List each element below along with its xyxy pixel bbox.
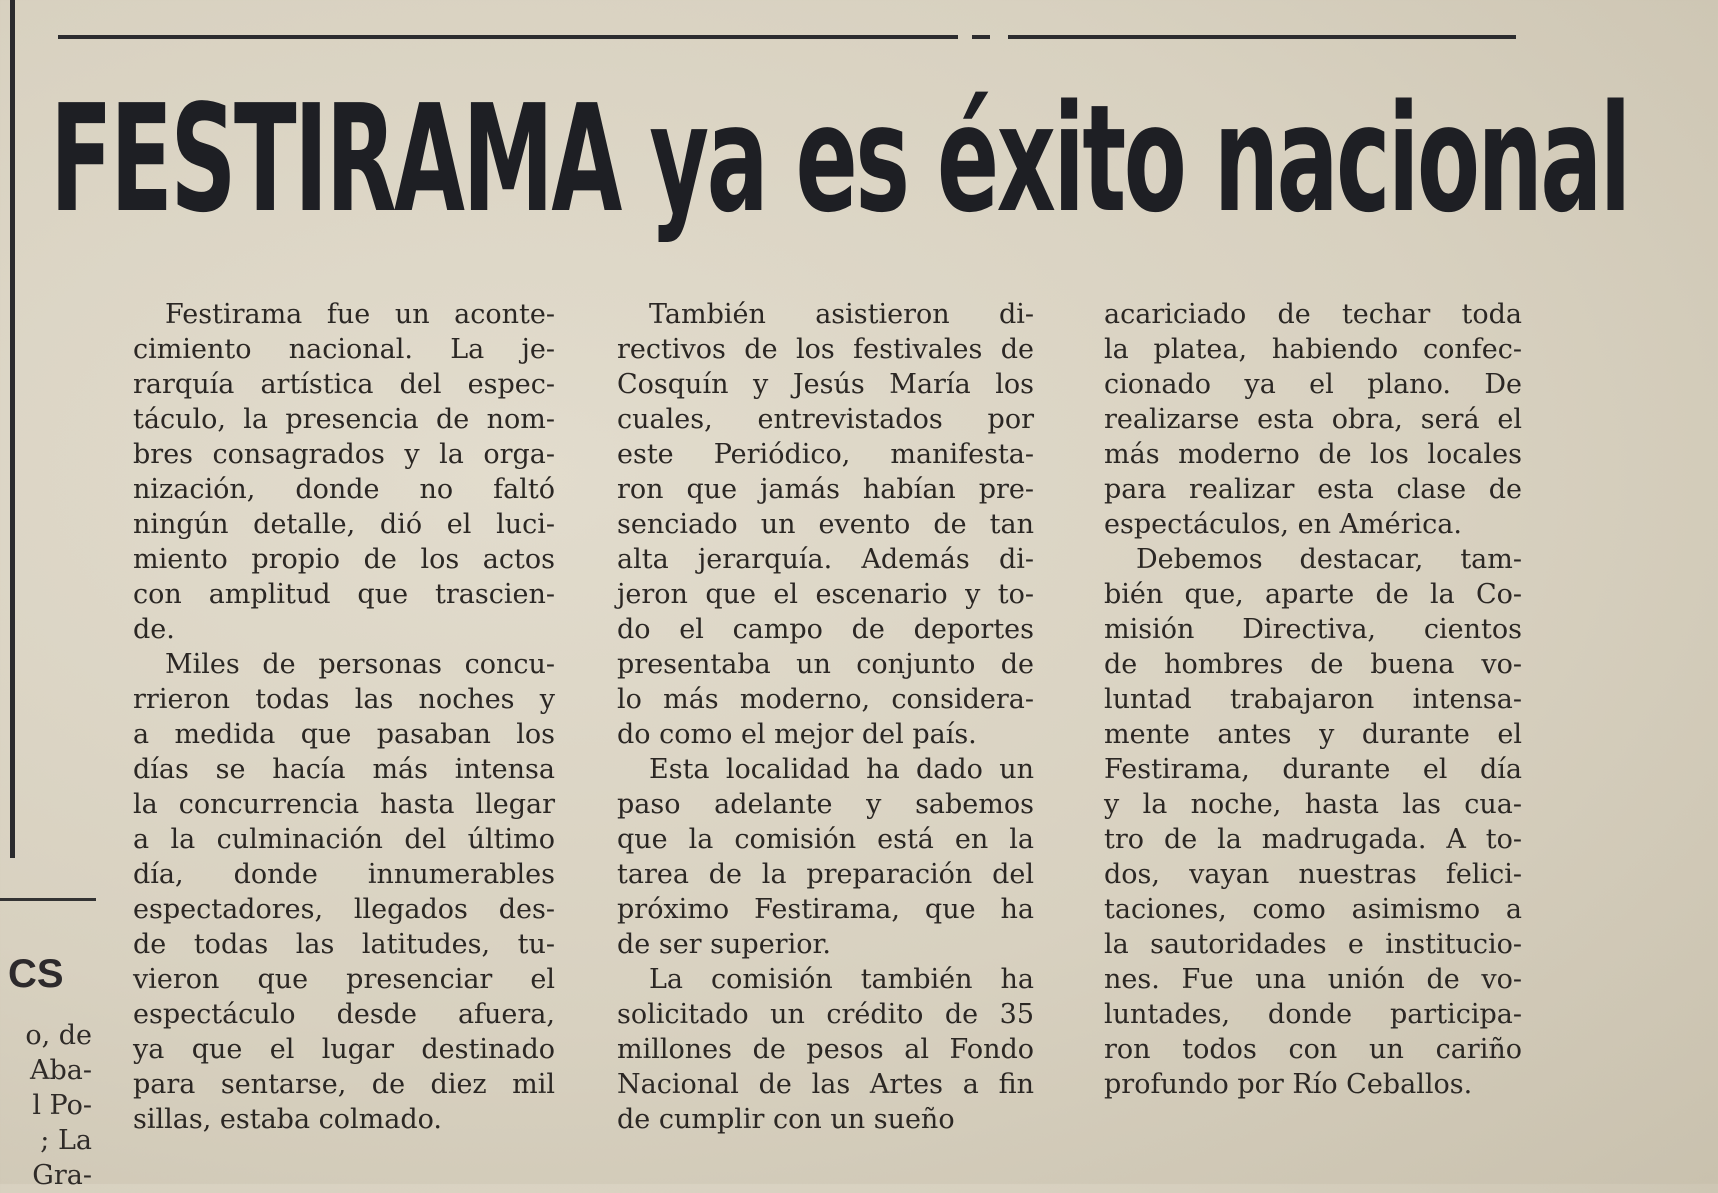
- article-line: de cumplir con un sueño: [617, 1104, 955, 1135]
- article-line: Festirama, durante el día: [1104, 754, 1522, 785]
- article-line: más moderno de los locales: [1104, 439, 1522, 470]
- article-line: la sautoridades e institucio-: [1104, 929, 1522, 960]
- article-line: nes. Fue una unión de vo-: [1104, 964, 1522, 995]
- article-line: próximo Festirama, que ha: [617, 894, 1034, 925]
- adjacent-article-heading-fragment: CS: [8, 952, 64, 996]
- article-line: que la comisión está en la: [617, 824, 1034, 855]
- article-line: la concurrencia hasta llegar: [133, 789, 555, 820]
- article-paragraph: [1104, 542, 1522, 1102]
- article-paragraph: [1104, 297, 1522, 542]
- article-line: miento propio de los actos: [133, 544, 555, 575]
- headline-rule-dash: [972, 35, 990, 39]
- article-paragraph: [133, 647, 555, 1137]
- article-line: cuales, entrevistados por: [617, 404, 1034, 435]
- article-line: táculo, la presencia de nom-: [133, 404, 555, 435]
- article-line: este Periódico, manifesta-: [617, 439, 1034, 470]
- article-line: sillas, estaba colmado.: [133, 1104, 442, 1135]
- article-line: profundo por Río Ceballos.: [1104, 1069, 1473, 1100]
- article-line: de.: [133, 614, 175, 645]
- article-line: acariciado de techar toda: [1104, 299, 1522, 330]
- article-line: do el campo de deportes: [617, 614, 1034, 645]
- article-line: ron que jamás habían pre-: [617, 474, 1034, 505]
- article-line: vieron que presenciar el: [133, 964, 555, 995]
- article-line: cionado ya el plano. De: [1104, 369, 1522, 400]
- article-line: la platea, habiendo confec-: [1104, 334, 1522, 365]
- article-column-2: [617, 297, 1034, 1137]
- article-line: Debemos destacar, tam-: [1136, 544, 1522, 575]
- article-line: alta jerarquía. Además di-: [617, 544, 1034, 575]
- article-line: millones de pesos al Fondo: [617, 1034, 1034, 1065]
- article-line: luntad trabajaron intensa-: [1104, 684, 1522, 715]
- left-column-rule: [10, 0, 15, 858]
- article-column-3: [1104, 297, 1522, 1102]
- headline-rule: [1008, 35, 1516, 39]
- article-line: a medida que pasaban los: [133, 719, 555, 750]
- headline-rule: [58, 35, 958, 39]
- article-line: bién que, aparte de la Co-: [1104, 579, 1522, 610]
- article-line: espectáculo desde afuera,: [133, 999, 555, 1030]
- article-line: de hombres de buena vo-: [1104, 649, 1522, 680]
- article-line: jeron que el escenario y to-: [617, 579, 1034, 610]
- fragment-line: Aba-: [29, 1055, 92, 1086]
- article-line: paso adelante y sabemos: [617, 789, 1034, 820]
- article-line: dos, vayan nuestras felici-: [1104, 859, 1522, 890]
- article-line: tro de la madrugada. A to-: [1104, 824, 1522, 855]
- fragment-line: l Po-: [32, 1090, 92, 1121]
- article-line: Nacional de las Artes a fin: [617, 1069, 1034, 1100]
- article-line: misión Directiva, cientos: [1104, 614, 1522, 645]
- article-line: Cosquín y Jesús María los: [617, 369, 1034, 400]
- article-line: do como el mejor del país.: [617, 719, 977, 750]
- article-line: de todas las latitudes, tu-: [133, 929, 555, 960]
- article-line: También asistieron di-: [649, 299, 1034, 330]
- article-line: mente antes y durante el: [1104, 719, 1522, 750]
- article-paragraph: [617, 752, 1034, 962]
- article-line: espectadores, llegados des-: [133, 894, 555, 925]
- article-line: luntades, donde participa-: [1104, 999, 1522, 1030]
- article-paragraph: [617, 962, 1034, 1137]
- article-line: presentaba un conjunto de: [617, 649, 1034, 680]
- article-line: ya que el lugar destinado: [133, 1034, 555, 1065]
- article-line: La comisión también ha: [649, 964, 1034, 995]
- article-line: rrieron todas las noches y: [133, 684, 555, 715]
- article-line: y la noche, hasta las cua-: [1104, 789, 1522, 820]
- article-line: Festirama fue un aconte-: [165, 299, 555, 330]
- article-line: para sentarse, de diez mil: [133, 1069, 555, 1100]
- article-line: senciado un evento de tan: [617, 509, 1034, 540]
- article-line: cimiento nacional. La je-: [133, 334, 555, 365]
- article-line: a la culminación del último: [133, 824, 555, 855]
- article-line: tarea de la preparación del: [617, 859, 1034, 890]
- article-line: nización, donde no faltó: [133, 474, 555, 505]
- article-line: bres consagrados y la orga-: [133, 439, 555, 470]
- article-line: realizarse esta obra, será el: [1104, 404, 1522, 435]
- article-line: día, donde innumerables: [133, 859, 555, 890]
- article-line: ningún detalle, dió el luci-: [133, 509, 555, 540]
- article-line: solicitado un crédito de 35: [617, 999, 1034, 1030]
- article-line: rarquía artística del espec-: [133, 369, 555, 400]
- headline: FESTIRAMA ya es éxito nacional: [50, 73, 1629, 245]
- article-paragraph: [133, 297, 555, 647]
- article-paragraph: [617, 297, 1034, 752]
- article-line: para realizar esta clase de: [1104, 474, 1522, 505]
- article-line: de ser superior.: [617, 929, 831, 960]
- article-line: espectáculos, en América.: [1104, 509, 1462, 540]
- article-line: lo más moderno, considera-: [617, 684, 1034, 715]
- article-line: ron todos con un cariño: [1104, 1034, 1522, 1065]
- article-line: con amplitud que trascien-: [133, 579, 555, 610]
- fragment-line: ; La: [40, 1125, 92, 1156]
- article-line: rectivos de los festivales de: [617, 334, 1034, 365]
- fragment-line: Gra-: [32, 1160, 92, 1191]
- fragment-line: o, de: [25, 1020, 92, 1051]
- article-column-1: [133, 297, 555, 1137]
- article-line: Esta localidad ha dado un: [649, 754, 1034, 785]
- adjacent-article-text-fragment: [0, 1018, 92, 1193]
- article-line: taciones, como asimismo a: [1104, 894, 1522, 925]
- left-section-rule: [0, 898, 96, 901]
- article-line: Miles de personas concu-: [165, 649, 555, 680]
- article-line: días se hacía más intensa: [133, 754, 555, 785]
